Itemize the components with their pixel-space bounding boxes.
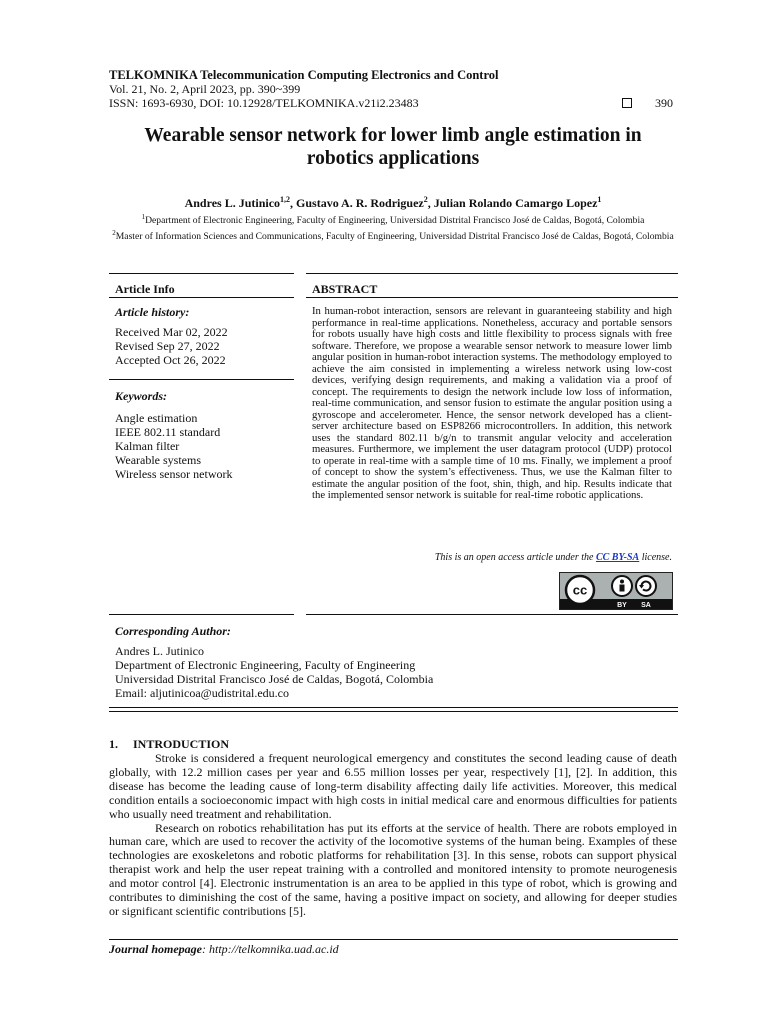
cc-by-sa-badge[interactable] <box>559 572 673 610</box>
cc-text: cc <box>572 582 588 598</box>
abstract-bottom-rule <box>306 614 678 615</box>
license-prefix: This is an open access article under the <box>434 552 596 563</box>
journal-homepage <box>109 942 339 957</box>
article-info-sub-rule <box>109 297 294 298</box>
keyword-item: Wearable systems <box>115 453 202 467</box>
keyword-item: Kalman filter <box>115 439 180 453</box>
corresponding-rule-2 <box>109 711 678 712</box>
journal-issn: ISSN: 1693-6930, DOI: 10.12928/TELKOMNIKA.v21i2.23483 <box>109 96 419 110</box>
author-sep: , <box>427 196 434 210</box>
author-sup: 1 <box>597 195 602 204</box>
keywords-label: Keywords: <box>115 389 167 403</box>
revised-date: Revised Sep 27, 2022 <box>115 339 220 353</box>
journal-name: TELKOMNIKA Telecommunication Computing Electronics and Control <box>109 68 499 82</box>
abstract-text: In human-robot interaction, sensors are relevant in guaranteeing stability and high performance in real-time applications. Nonetheless, accuracy and portable sensors for robots usually have high costs and little flexibility to process signals with free software. Therefore, we propose a wearable sensor network to measure lower limb angular position in human-robot interaction systems. The methodology employed to achieve the aim consisted in implementing a wireless network using low-cost devices, verifying design requirements, and making a validation via a proof of concept. The requirements to design the network include low loss of information, real-time communication, and sensor fusion to estimate the angular position using a gyroscope and accelerometer. Hence, the sensor network developed has a client-server architecture based on ESP8266 microcontrollers. In addition, this network uses the standard 802.11 b/g/n to transmit angular velocity and acceleration measures. Furthermore, we implement the user datagram protocol (UDP) protocol to operate in real-time with a sample time of 10 ms. Finally, we implement a proof of concept to show the system’s effectiveness. Thus, we use the Kalman filter to estimate the angular position of the foot, shin, thigh, and hip. Results indicate that the implemented sensor network is suitable for real-time robotic applications. <box>312 305 672 501</box>
corresponding-name: Andres L. Jutinico <box>115 644 204 658</box>
article-info-bottom-rule <box>109 614 294 615</box>
paper-title: Wearable sensor network for lower limb angle estimation in robotics applications <box>144 125 642 169</box>
cc-badge-icon <box>560 573 672 609</box>
by-text: BY <box>617 602 627 609</box>
author-sup: 1,2 <box>280 195 291 204</box>
affiliation-sup: 1 <box>141 213 146 221</box>
abstract-sub-rule <box>306 297 678 298</box>
accepted-date: Accepted Oct 26, 2022 <box>115 353 226 367</box>
journal-homepage-label: Journal homepage <box>109 942 203 956</box>
abstract-heading: ABSTRACT <box>312 282 378 296</box>
abstract-top-rule <box>306 273 678 274</box>
page-number: 390 <box>655 96 673 110</box>
license-line <box>312 552 672 563</box>
affiliation-text: Master of Information Sciences and Communications, Faculty of Engineering, Universidad Distrital Francisco José de Caldas, Bogotá, Colombia <box>115 231 674 243</box>
keyword-item: IEEE 802.11 standard <box>115 425 221 439</box>
introduction-body <box>109 752 677 919</box>
journal-homepage-url[interactable]: : http://telkomnika.uad.ac.id <box>202 942 339 956</box>
author-name: Julian Rolando Camargo Lopez <box>433 196 598 210</box>
article-info-top-rule <box>109 273 294 274</box>
intro-paragraph-1: Stroke is considered a frequent neurological emergency and constitutes the second leading cause of death globally, with 12.2 million cases per year and 6.55 million losses per year, respectively [1], [2]. In addition, this disease has become the leading cause of long-term disability affecting daily life activities. Moreover, this medical condition entails a socioeconomic impact with high costs in initial medical care and enormous difficulties for patients who usually need treatment and rehabilitation. <box>109 751 677 821</box>
corresponding-univ: Universidad Distrital Francisco José de Caldas, Bogotá, Colombia <box>115 672 434 686</box>
received-date: Received Mar 02, 2022 <box>115 325 228 339</box>
author-name: Andres L. Jutinico <box>184 196 281 210</box>
keyword-item: Angle estimation <box>115 411 198 425</box>
article-info-heading: Article Info <box>115 282 175 296</box>
affiliation-text: Department of Electronic Engineering, Faculty of Engineering, Universidad Distrital Francisco José de Caldas, Bogotá, Colombia <box>145 215 645 227</box>
introduction-heading: 1. INTRODUCTION <box>109 737 230 751</box>
affiliations <box>109 211 677 243</box>
square-icon <box>622 98 632 108</box>
corresponding-email: Email: aljutinicoa@udistrital.edu.co <box>115 686 290 700</box>
corresponding-label: Corresponding Author: <box>115 624 231 638</box>
author-list <box>109 195 677 211</box>
intro-paragraph-2: Research on robotics rehabilitation has put its efforts at the service of health. There are robots employed in human care, which are used to recover the activity of the locomotive systems of the human being. Examples of these technologies are exoskeletons and robotic platforms for rehabilitation [3]. In this sense, robots can support physical therapist work and help the user repeat training with a controlled and monitored intensity to promote neurogenesis and motor control [4]. Electronic instrumentation is an area to be applied in this type of robot, which is growing and contributes to diminishing the cost of the same, having a positive impact on society, and allowing for deeper studies or significant scientific contributions [5]. <box>109 820 677 918</box>
corresponding-dept: Department of Electronic Engineering, Faculty of Engineering <box>115 658 416 672</box>
affiliation-2 <box>109 227 677 243</box>
journal-volume: Vol. 21, No. 2, April 2023, pp. 390~399 <box>109 82 301 96</box>
article-history-label: Article history: <box>115 305 190 319</box>
cc-by-sa-link[interactable]: CC BY-SA <box>595 552 640 563</box>
author-name: Gustavo A. R. Rodriguez <box>296 196 424 210</box>
corresponding-rule-1 <box>109 707 678 708</box>
affiliation-sup: 2 <box>112 229 116 238</box>
author-sep: , <box>290 196 297 210</box>
history-rule <box>109 379 294 380</box>
author-sup: 2 <box>423 195 428 204</box>
footer-rule <box>109 939 678 940</box>
keyword-item: Wireless sensor network <box>115 467 233 481</box>
license-suffix: license. <box>639 552 672 563</box>
sa-text: SA <box>641 602 651 609</box>
affiliation-1 <box>109 211 677 227</box>
